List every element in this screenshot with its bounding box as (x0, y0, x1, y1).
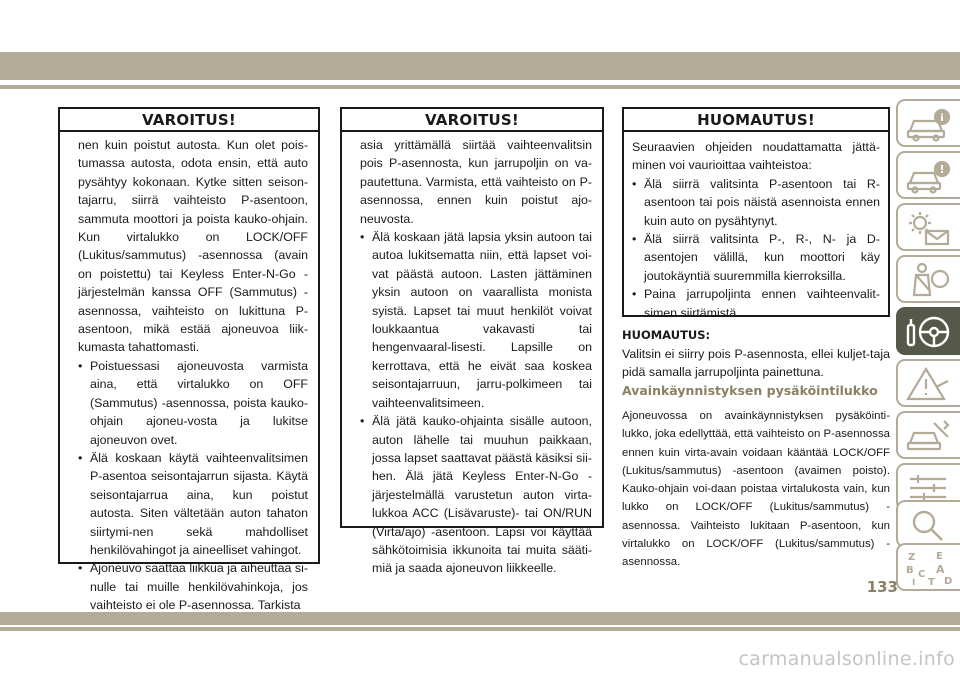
warning-box-2-intro: asia yrittämällä siirtää vaihteenvalitsin pois P-asennosta, kun jarrupoljin on va-pautettuna. Varmista, että vaihteisto on P-asennossa, ennen kuin poistut ajo-neuvosta. (360, 138, 592, 226)
index-letter: T (928, 577, 935, 587)
svg-text:!: ! (939, 163, 945, 176)
warning-box-1-intro: nen kuin poistut autosta. Kun olet pois-tumassa autosta, odota ensin, että auto pysähtyy kokonaan. Kytke sitten seison-tajarru, siirrä vaihteisto P-asentoon, sammuta moottori ja poista kauko-ohjain. Kun virtalukko on LOCK/OFF (Lukitus/sammutus) -asennossa (avain on poistettu) tai Keyless Enter-N-Go -järjestelmän kanssa OFF (Sammutus) -asennossa, vaihteisto on lukittuna P-asentoon, mikä estää ajoneuvoa liik-kumasta tahattomasti. (78, 138, 308, 355)
warning-box-1-body (60, 132, 318, 615)
car-info-icon (904, 105, 952, 143)
note-heading: HUOMAUTUS: (622, 328, 711, 342)
list-item: • Älä siirrä valitsinta P-asentoon tai R-asentoon tai pois näistä asennoista ennen kuin auto on pysähtynyt. (632, 175, 880, 230)
index-letter: I (912, 578, 916, 587)
sidebar-tab-driving[interactable] (896, 307, 960, 355)
section-title: Avainkäynnistyksen pysäköintilukko (622, 383, 878, 398)
footer-rule (0, 627, 960, 631)
caution-box (622, 107, 890, 320)
note-text: Valitsin ei siirry pois P-asennosta, ellei kuljet-taja pidä samalla jarrupoljinta painettuna. (622, 346, 890, 379)
list-item: • Ajoneuvo saattaa liikkua ja aiheuttaa si-nulle tai muille henkilövahinkoja, jos vaihteisto ei ole P-asennossa. Tarkista (78, 559, 308, 614)
list-item: • Älä siirrä valitsinta P-, R-, N- ja D-asentojen välillä, kun moottori käy joutokäyntiä suuremmilla kierroksilla. (632, 230, 880, 285)
car-maintenance-icon (904, 417, 952, 455)
sidebar-tab-seatbelt-airbag[interactable] (896, 255, 960, 303)
index-letter: D (944, 576, 952, 587)
section-body: Ajoneuvossa on avainkäynnistyksen pysäköinti-lukko, joka edellyttää, että vaihteisto on P-asennossa ennen kuin virta-avain voidaan kääntää LOCK/OFF (Lukitus/sammutus) -asentoon (avaimen poisto). Kauko-ohjain voi-daan poistaa virtalukosta vain, kun lukko on LOCK/OFF (Lukitus/sammutus) -asennossa. Vaihteisto lukitaan P-asentoon, kun virtalukko on LOCK/OFF (Lukitus/sammutus) -asennossa. (622, 410, 890, 569)
alphabet-index-icon (904, 549, 952, 587)
list-item: • Älä koskaan jätä lapsia yksin autoon tai autoa lukitsematta niin, että lapset voi-vat päästä autoon. Lasten jättäminen yksin autoon on vaarallista monista syistä. Lapset tai muut henkilöt voivat loukkaantua vakavasti tai hengenvaaral-lisesti. Lapsille on kerrottava, että he eivät saa koskea seisontajarruun, jarru-polkimeen tai vaihteenvalitsimeen. (360, 228, 592, 412)
sidebar-tab-maintenance[interactable] (896, 411, 960, 459)
list-item: • Paina jarrupoljinta ennen vaihteenvalit-simen siirtämistä. (632, 285, 880, 322)
note-block (622, 326, 890, 382)
warning-box-2-title: VAROITUS! (342, 109, 602, 132)
caution-box-body (624, 132, 888, 322)
header-band (0, 52, 960, 80)
index-letter: A (936, 563, 945, 576)
warning-box-1 (58, 107, 320, 613)
sidebar-tab-car-info[interactable] (896, 99, 960, 147)
warning-box-2 (340, 107, 604, 576)
warning-lights-message-icon (904, 209, 952, 247)
sidebar-tab-search[interactable] (896, 500, 960, 548)
watermark: carmanualsonline.info (738, 648, 955, 670)
list-item: • Älä jätä kauko-ohjainta sisälle autoon, auton lähelle tai muuhun paikkaan, jossa lapset saattavat päästä käsiksi sii-hen. Älä jätä Keyless Enter-N-Go -järjestelmällä varustetun auton virta-lukkoa ACC (Lisävaruste)- tai ON/RUN (Virta/ajo) -asentoon. Lapsi voi käyttää sähkötoimisia ikkunoita tai muita sääti-miä ja saada ajoneuvon liikkeelle. (360, 412, 592, 578)
page-number: 133 (866, 578, 898, 596)
list-item: • Poistuessasi ajoneuvosta varmista aina, että virtalukko on OFF (Sammutus) -asennossa, poista kauko-ohjain ajoneu-vosta ja lukitse ajoneuvon ovet. (78, 357, 308, 449)
warning-box-2-list (360, 228, 592, 578)
sidebar-tab-index[interactable] (896, 543, 960, 591)
steering-wheel-icon (904, 313, 952, 351)
index-letter: B (906, 565, 914, 576)
sidebar-tab-car-safety[interactable] (896, 151, 960, 199)
caution-box-list (632, 175, 880, 322)
warning-box-1-title: VAROITUS! (60, 109, 318, 132)
car-safety-icon (904, 157, 952, 195)
roadside-warning-icon (904, 365, 952, 403)
seatbelt-airbag-icon (904, 261, 952, 299)
sidebar-tab-warning-lights[interactable] (896, 203, 960, 251)
list-item: • Älä koskaan käytä vaihteenvalitsimen P-asentoa seisontajarrun sijasta. Käytä seisontajarrua aina, kun poistut autosta. Siten vältetään auton tahaton siirtymi-nen sekä mahdolliset henkilövahingot ja aineelliset vahingot. (78, 449, 308, 559)
warning-box-2-body (342, 132, 602, 578)
index-letter: Z (908, 552, 916, 563)
footer-band (0, 612, 960, 625)
svg-text:i: i (940, 113, 944, 124)
caution-box-intro: Seuraavien ohjeiden noudattamatta jättä-minen voi vaurioittaa vaihteistoa: (632, 140, 880, 173)
header-rule (0, 85, 960, 89)
index-letter: E (936, 551, 943, 562)
index-letter: C (918, 569, 926, 580)
search-icon (904, 506, 952, 544)
warning-box-1-list (78, 357, 308, 615)
sidebar-tab-roadside[interactable] (896, 359, 960, 407)
caution-box-title: HUOMAUTUS! (624, 109, 888, 132)
